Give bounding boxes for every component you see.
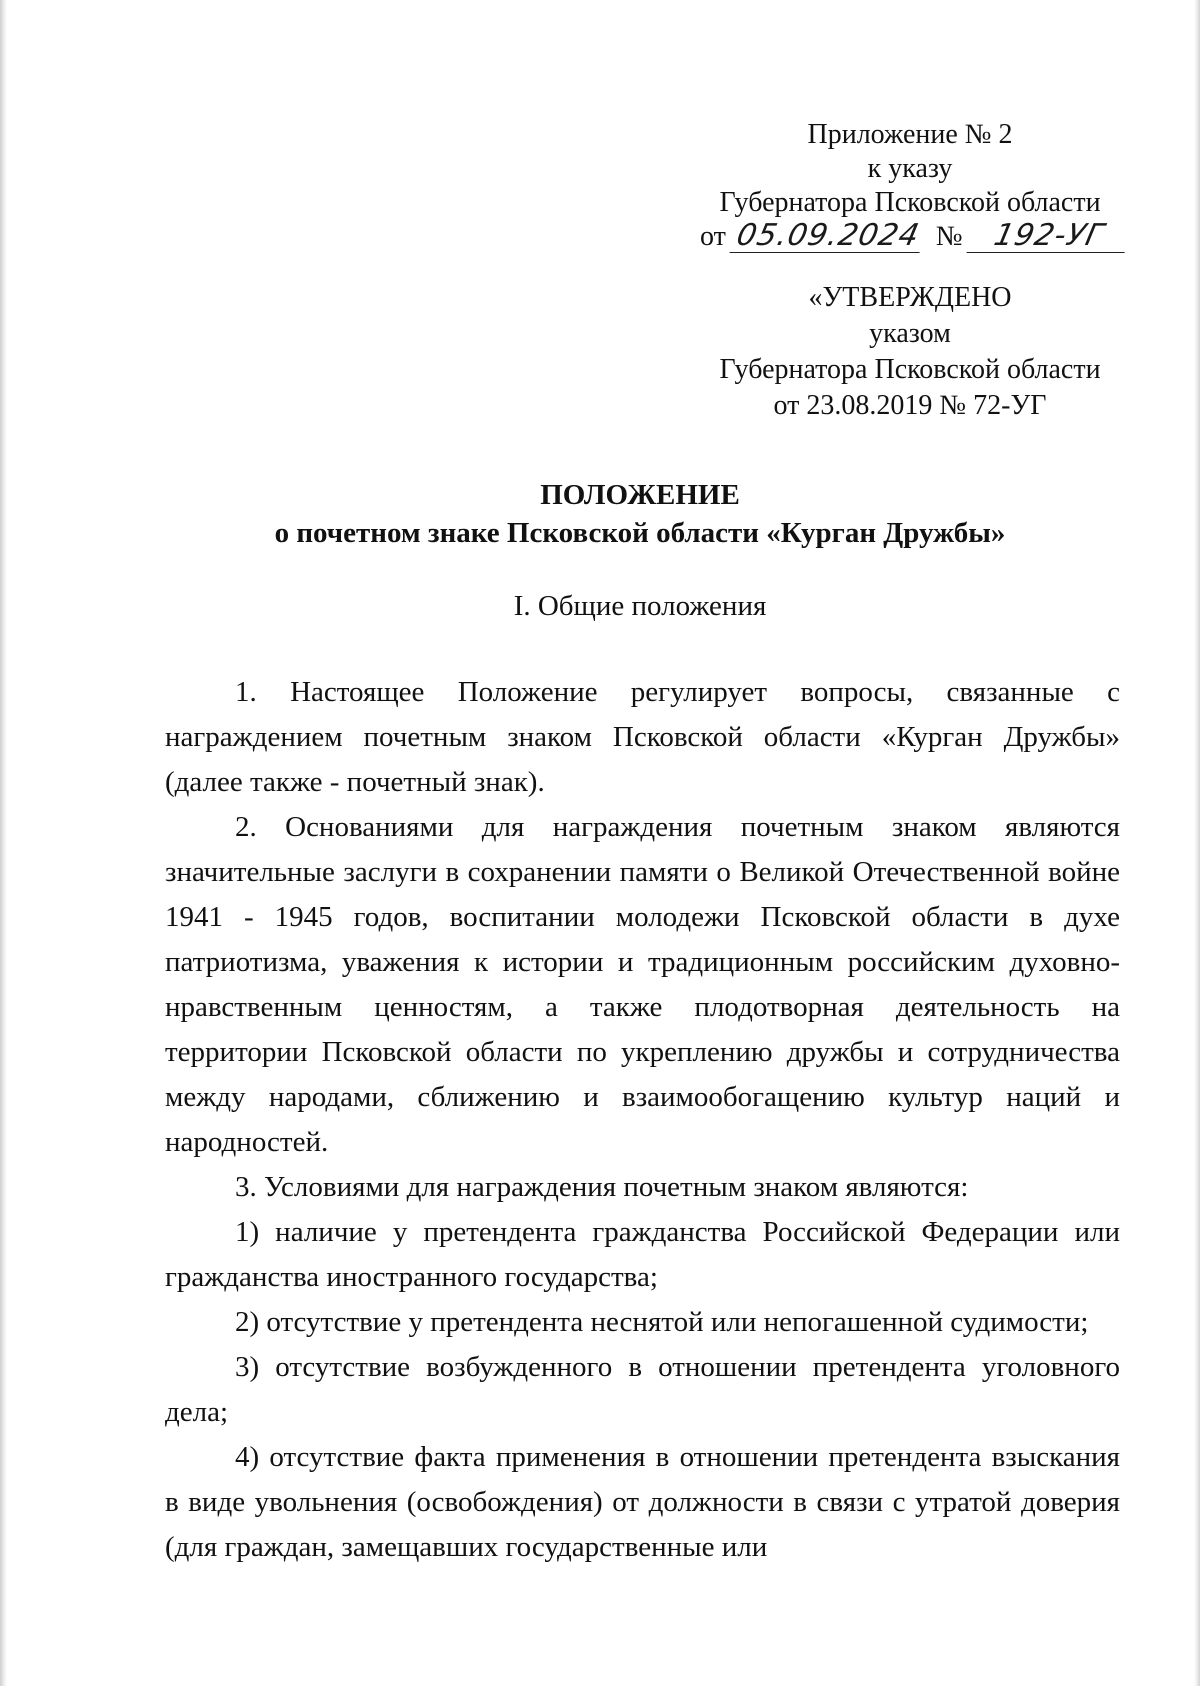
scan-edge-left [0, 0, 7, 1686]
approved-governor: Губернатора Псковской области [719, 354, 1101, 385]
condition-1: 1) наличие у претендента гражданства Российской Федерации или гражданства иностранного государства; [165, 1216, 1120, 1293]
approved-label: «УТВЕРЖДЕНО [808, 282, 1012, 313]
paragraph-2: 2. Основаниями для награждения почетным знаком являются значительные заслуги в сохранении памяти о Великой Отечественной войне 1941 - 1945 годов, воспитании молодежи Псковской области в духе патриотизма, уважения к истории и традиционным российским духовно-нравственным ценностям, а также плодотворная деятельность на территории Псковской области по укреплению дружбы и сотрудничества между народами, сближению и взаимообогащению культур наций и народностей. [165, 811, 1120, 1158]
document-body [165, 670, 1120, 1570]
handwritten-number: 192-УГ [966, 220, 1131, 253]
appendix-header [700, 118, 1120, 254]
document-title [0, 476, 1200, 552]
paragraph-3: 3. Условиями для награждения почетным знаком являются: [235, 1171, 969, 1203]
approved-by-decree: указом [869, 318, 951, 349]
approved-header [700, 280, 1120, 424]
appendix-to-decree: к указу [867, 153, 953, 184]
condition-3: 3) отсутствие возбужденного в отношении претендента уголовного дела; [165, 1351, 1120, 1428]
scan-edge-right [1194, 0, 1200, 1686]
approved-date-number: от 23.08.2019 № 72-УГ [773, 390, 1047, 421]
number-label: № [935, 221, 963, 252]
section-heading: I. Общие положения [513, 590, 767, 622]
appendix-number: Приложение № 2 [807, 119, 1013, 150]
title-main: ПОЛОЖЕНИЕ [540, 479, 740, 511]
condition-4: 4) отсутствие факта применения в отношении претендента взыскания в виде увольнения (освобождения) от должности в связи с утратой доверия (для граждан, замещавших государственные или [165, 1441, 1120, 1563]
title-subtitle: о почетном знаке Псковской области «Курган Дружбы» [274, 517, 1006, 549]
appendix-governor: Губернатора Псковской области [719, 187, 1101, 218]
appendix-decree-line [700, 220, 1120, 254]
paragraph-1: 1. Настоящее Положение регулирует вопросы, связанные с награждением почетным знаком Псковской области «Курган Дружбы» (далее также - почетный знак). [165, 676, 1120, 798]
condition-2: 2) отсутствие у претендента неснятой или непогашенной судимости; [235, 1306, 1089, 1338]
handwritten-date: 05.09.2024 [729, 220, 926, 253]
from-label: от [700, 221, 726, 252]
